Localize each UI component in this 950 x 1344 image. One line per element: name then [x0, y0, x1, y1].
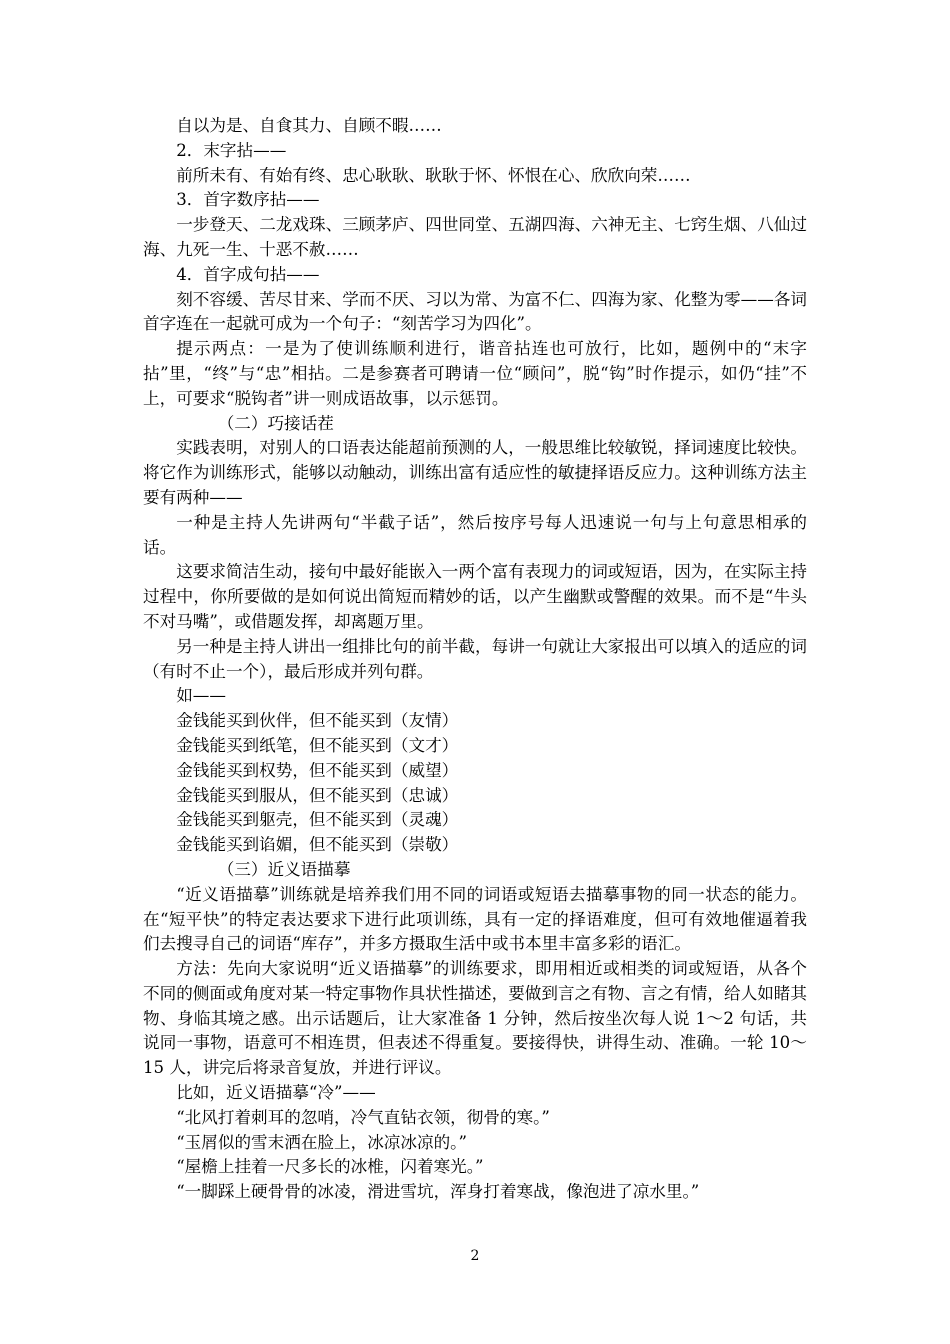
paragraph: 比如，近义语描摹“冷”—— — [176, 1083, 376, 1103]
paragraph: “一脚踩上硬骨骨的冰凌，滑进雪坑，浑身打着寒战，像泡进了凉水里。” — [176, 1182, 700, 1202]
paragraph: “近义语描摹”训练就是培养我们用不同的词语或短语去描摹事物的同一状态的能力。在“短平快”的特定表达要求下进行此项训练，具有一定的择语难度，但可有效地催逼着我们去搜寻自己的词语“库存”，并多方摄取生活中或书本里丰富多彩的语汇。 — [143, 884, 807, 954]
paragraph: 这要求简洁生动，接句中最好能嵌入一两个富有表现力的词或短语，因为，在实际主持过程中，你所要做的是如何说出简短而精妙的话，以产生幽默或警醒的效果。而不是“牛头不对马嘴”，或借题发挥，却离题万里。 — [143, 562, 807, 631]
section-heading: （三）近义语描摹 — [217, 859, 351, 879]
paragraph: 一步登天、二龙戏珠、三顾茅庐、四世同堂、五湖四海、六神无主、七窍生烟、八仙过海、九死一生、十恶不赦…… — [143, 215, 807, 259]
paragraph: 4．首字成句拈—— — [176, 264, 320, 284]
paragraph: 金钱能买到躯壳，但不能买到（灵魂） — [176, 810, 459, 830]
section-heading: （二）巧接话茬 — [217, 413, 334, 433]
paragraph: “北风打着刺耳的忽哨，冷气直钻衣领，彻骨的寒。” — [176, 1107, 550, 1127]
paragraph: 自以为是、自食其力、自顾不暇…… — [176, 116, 442, 135]
paragraph: 金钱能买到服从，但不能买到（忠诚） — [176, 785, 459, 805]
page-body — [143, 114, 807, 1205]
paragraph: 一种是主持人先讲两句“半截子话”，然后按序号每人迅速说一句与上句意思相承的话。 — [143, 512, 807, 557]
paragraph: 实践表明，对别人的口语表达能超前预测的人，一般思维比较敏锐，择词速度比较快。将它作为训练形式，能够以动触动，训练出富有适应性的敏捷择语反应力。这种训练方法主要有两种—— — [143, 438, 807, 507]
paragraph: “玉屑似的雪末洒在脸上，冰凉冰凉的。” — [176, 1132, 467, 1152]
paragraph: 2．末字拈—— — [176, 140, 287, 160]
paragraph: 金钱能买到谄媚，但不能买到（崇敬） — [176, 835, 459, 855]
paragraph: 提示两点：一是为了使训练顺利进行，谐音拈连也可放行，比如，题例中的“末字拈”里，“终”与“忠”相拈。二是参赛者可聘请一位“顾问”，脱“钩”时作提示，如仍“挂”不上，可要求“脱钩者”讲一则成语故事，以示惩罚。 — [143, 339, 807, 408]
paragraph: “屋檐上挂着一尺多长的冰椎，闪着寒光。” — [176, 1157, 484, 1177]
paragraph: 方法：先向大家说明“近义语描摹”的训练要求，即用相近或相类的词或短语，从各个不同的侧面或角度对某一特定事物作具状性描述，要做到言之有物、言之有情，给人如睹其物、身临其境之感。出示话题后，让大家准备 1 分钟，然后按坐次每人说 1～2 句话，共说同一事物，语意可不相连贯，但表述不得重复。要接得快，讲得生动、准确。一轮 10～15 人，讲完后将录音复放，并进行评议。 — [143, 959, 807, 1078]
paragraph: 如—— — [176, 686, 226, 706]
paragraph: 金钱能买到纸笔，但不能买到（文才） — [176, 735, 459, 755]
paragraph: 刻不容缓、苦尽甘来、学而不厌、习以为常、为富不仁、四海为家、化整为零——各词首字连在一起就可成为一个句子：“刻苦学习为四化”。 — [143, 289, 807, 334]
paragraph: 金钱能买到权势，但不能买到（威望） — [176, 760, 459, 780]
paragraph: 前所未有、有始有终、忠心耿耿、耿耿于怀、怀恨在心、欣欣向荣…… — [176, 165, 691, 185]
paragraph: 另一种是主持人讲出一组排比句的前半截，每讲一句就让大家报出可以填入的适应的词（有时不止一个），最后形成并列句群。 — [143, 636, 807, 681]
paragraph: 金钱能买到伙伴，但不能买到（友情） — [176, 711, 459, 731]
paragraph: 3．首字数序拈—— — [176, 190, 320, 210]
page-number: 2 — [470, 1248, 480, 1264]
